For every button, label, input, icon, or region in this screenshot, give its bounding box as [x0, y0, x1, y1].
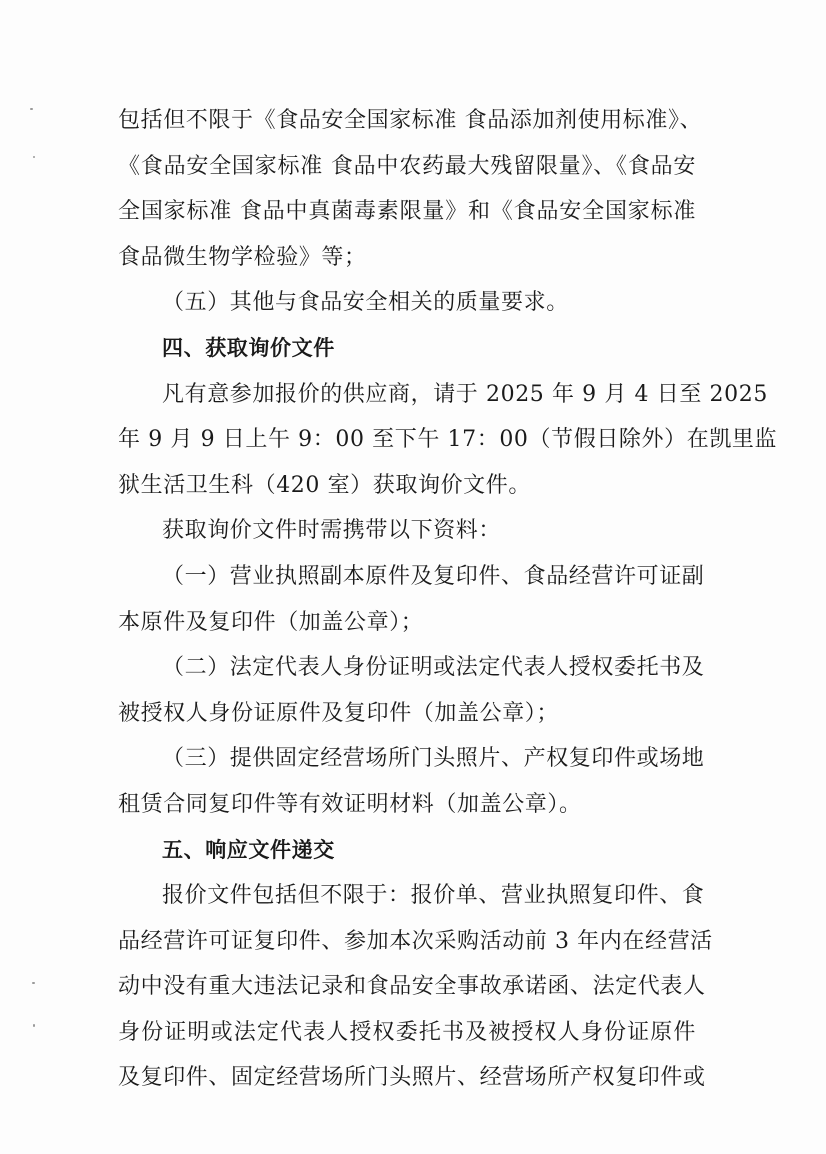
paragraph-line: （二）法定代表人身份证明或法定代表人授权委托书及: [162, 655, 705, 681]
scan-speck: [32, 982, 35, 984]
paragraph-line: （一）营业执照副本原件及复印件、食品经营许可证副: [162, 563, 705, 589]
paragraph-line: 租赁合同复印件等有效证明材料（加盖公章）。: [118, 791, 582, 817]
paragraph-line: 身份证明或法定代表人授权委托书及被授权人身份证原件: [118, 1019, 696, 1045]
paragraph-line: （五）其他与食品安全相关的质量要求。: [162, 290, 569, 316]
scan-speck: [33, 1024, 35, 1027]
paragraph-line: 品经营许可证复印件、参加本次采购活动前 3 年内在经营活: [118, 928, 713, 954]
paragraph-line: （三）提供固定经营场所门头照片、产权复印件或场地: [162, 746, 705, 772]
paragraph-line: 全国家标准 食品中真菌毒素限量》和《食品安全国家标准: [118, 199, 696, 225]
scan-speck: [33, 156, 35, 158]
section-heading: 五、响应文件递交: [162, 837, 335, 862]
paragraph-line: 动中没有重大违法记录和食品安全事故承诺函、法定代表人: [118, 974, 706, 1000]
paragraph-line: 《食品安全国家标准 食品中农药最大残留限量》、《食品安: [118, 153, 696, 179]
paragraph-line: 及复印件、固定经营场所门头照片、经营场所产权复印件或: [118, 1065, 706, 1091]
paragraph-line: 获取询价文件时需携带以下资料：: [162, 518, 502, 544]
section-heading: 四、获取询价文件: [162, 335, 335, 360]
paragraph-line: 年 9 月 9 日上午 9：00 至下午 17：00（节假日除外）在凯里监: [118, 427, 778, 453]
paragraph-line: 报价文件包括但不限于：报价单、营业执照复印件、食: [162, 883, 705, 909]
document-body: [118, 98, 778, 1101]
scan-speck: [30, 108, 33, 110]
paragraph-line: 狱生活卫生科（420 室）获取询价文件。: [118, 472, 531, 498]
paragraph-line: 凡有意参加报价的供应商，请于 2025 年 9 月 4 日至 2025: [162, 381, 768, 407]
paragraph-line: 被授权人身份证原件及复印件（加盖公章）；: [118, 700, 560, 726]
paragraph-line: 本原件及复印件（加盖公章）；: [118, 609, 424, 635]
paragraph-line: 包括但不限于《食品安全国家标准 食品添加剂使用标准》、: [118, 108, 703, 133]
paragraph-line: 食品微生物学检验》等；: [118, 244, 367, 270]
